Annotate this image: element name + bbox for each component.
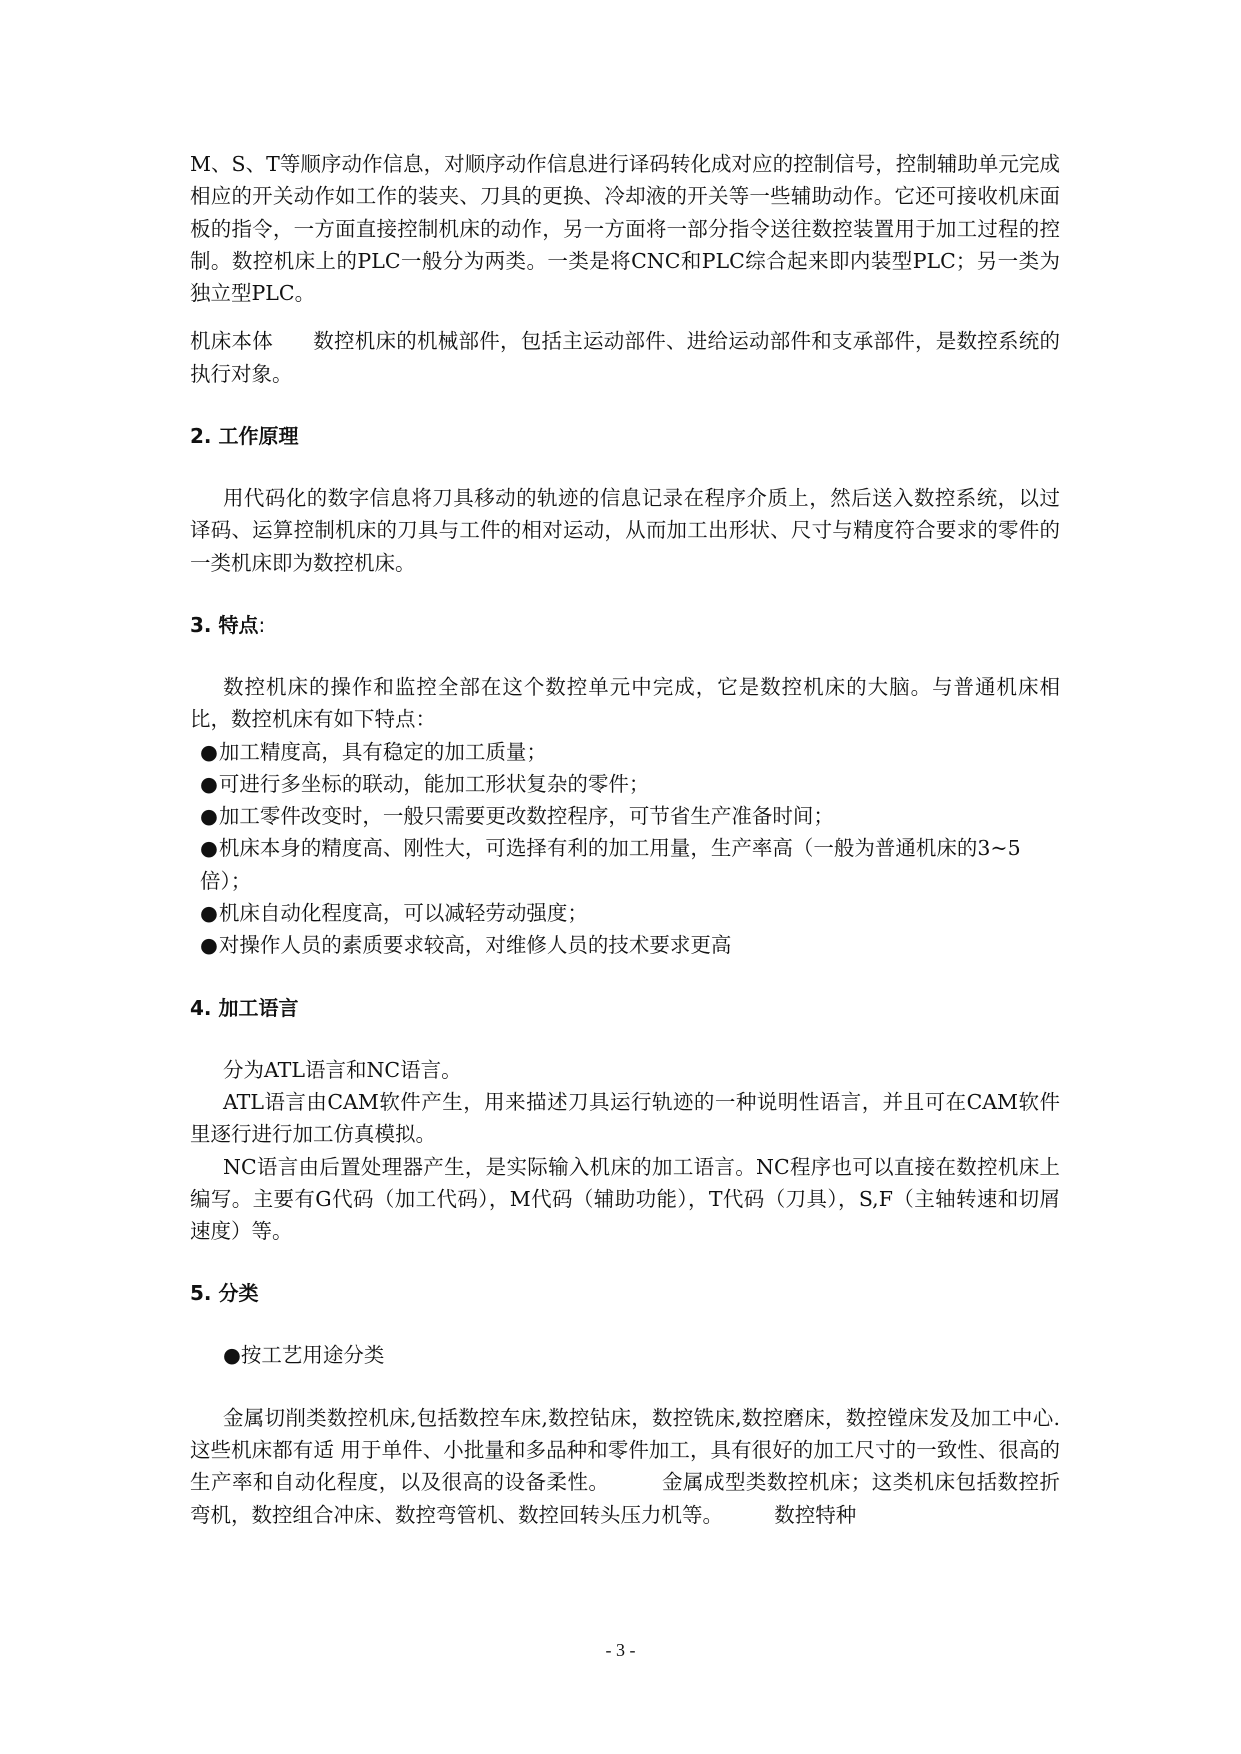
language-paragraph-1: 分为ATL语言和NC语言。: [223, 1057, 462, 1082]
machine-body-label: 机床本体: [190, 329, 273, 354]
bullet-icon: ●: [200, 933, 218, 958]
bullet-icon: ●: [200, 739, 218, 764]
list-item: [190, 736, 1060, 768]
working-principle-paragraph: 用代码化的数字信息将刀具移动的轨迹的信息记录在程序介质上，然后送入数控系统，以过译码、运算控制机床的刀具与工件的相对运动，从而加工出形状、尺寸与精度符合要求的零件的一类机床即为数控机床。: [190, 486, 1060, 575]
language-paragraph-2: ATL语言由CAM软件产生，用来描述刀具运行轨迹的一种说明性语言，并且可在CAM软件里逐行进行加工仿真模拟。: [190, 1089, 1060, 1147]
features-list: [190, 736, 1060, 962]
classification-paragraph: 金属切削类数控机床,包括数控车床,数控钻床，数控铣床,数控磨床，数控镗床发及加工中心.这些机床都有适 用于单件、小批量和多品种和零件加工，具有很好的加工尺寸的一致性、很高的生产率和自动化程度，以及很高的设备柔性。 金属成型类数控机床；这类机床包括数控折弯机，数控组合冲床、数控弯管机、数控回转头压力机等。 数控特种: [190, 1405, 1060, 1527]
spacer: [190, 962, 1060, 992]
page-content: [190, 148, 1060, 1531]
section-3-heading: [190, 609, 1060, 641]
spacer: [190, 309, 1060, 325]
list-item: [190, 929, 1060, 961]
list-item: [190, 897, 1060, 929]
classification-bullet-text: 按工艺用途分类: [240, 1343, 385, 1368]
spacer: [190, 1309, 1060, 1339]
list-item: [190, 800, 1060, 832]
bullet-icon: ●: [200, 836, 218, 861]
spacer: [190, 641, 1060, 671]
list-item-text: 可进行多坐标的联动，能加工形状复杂的零件；: [218, 771, 650, 796]
plc-paragraph: M、S、T等顺序动作信息，对顺序动作信息进行译码转化成对应的控制信号，控制辅助单元完成相应的开关动作如工作的装夹、刀具的更换、冷却液的开关等一些辅助动作。它还可接收机床面板的指令，一方面直接控制机床的动作，另一方面将一部分指令送往数控装置用于加工过程的控制。数控机床上的PLC一般分为两类。一类是将CNC和PLC综合起来即内装型PLC；另一类为独立型PLC。: [190, 152, 1060, 306]
page-number: - 3 -: [605, 1640, 636, 1660]
section-2-heading: 2. 工作原理: [190, 424, 299, 449]
machine-body-text: 数控机床的机械部件，包括主运动部件、进给运动部件和支承部件，是数控系统的执行对象。: [190, 329, 1060, 386]
machine-body-paragraph: [190, 325, 1060, 390]
bullet-icon: ●: [223, 1343, 241, 1368]
features-intro-paragraph: 数控机床的操作和监控全部在这个数控单元中完成，它是数控机床的大脑。与普通机床相比，数控机床有如下特点：: [190, 674, 1060, 732]
list-item-continuation: 倍）；: [200, 868, 252, 893]
list-item-text: 加工精度高，具有稳定的加工质量；: [218, 739, 547, 764]
spacer: [190, 1372, 1060, 1402]
list-item-text: 机床自动化程度高，可以减轻劳动强度；: [218, 901, 588, 926]
list-item-text: 机床本身的精度高、刚性大，可选择有利的加工用量，生产率高（一般为普通机床的3~5: [218, 836, 1021, 861]
section-3-heading-text: 3. 特点: [190, 612, 259, 637]
spacer: [190, 452, 1060, 482]
spacer: [190, 390, 1060, 420]
bullet-icon: ●: [200, 901, 218, 926]
section-4-heading: 4. 加工语言: [190, 995, 299, 1020]
list-item-text: 加工零件改变时，一般只需要更改数控程序，可节省生产准备时间；: [218, 804, 834, 829]
spacer: [190, 1247, 1060, 1277]
section-5-heading: 5. 分类: [190, 1281, 259, 1306]
spacer: [190, 579, 1060, 609]
bullet-icon: ●: [200, 804, 218, 829]
bullet-icon: ●: [200, 771, 218, 796]
list-item-text: 对操作人员的素质要求较高，对维修人员的技术要求更高: [218, 933, 732, 958]
spacer: [190, 1024, 1060, 1054]
classification-bullet: [190, 1339, 1060, 1371]
section-3-heading-suffix: :: [258, 612, 266, 637]
list-item: [190, 832, 1060, 864]
list-item: [190, 768, 1060, 800]
language-paragraph-3: NC语言由后置处理器产生，是实际输入机床的加工语言。NC程序也可以直接在数控机床上编写。主要有G代码（加工代码），M代码（辅助功能），T代码（刀具），S,F（主轴转速和切屑速度）等。: [190, 1154, 1060, 1244]
